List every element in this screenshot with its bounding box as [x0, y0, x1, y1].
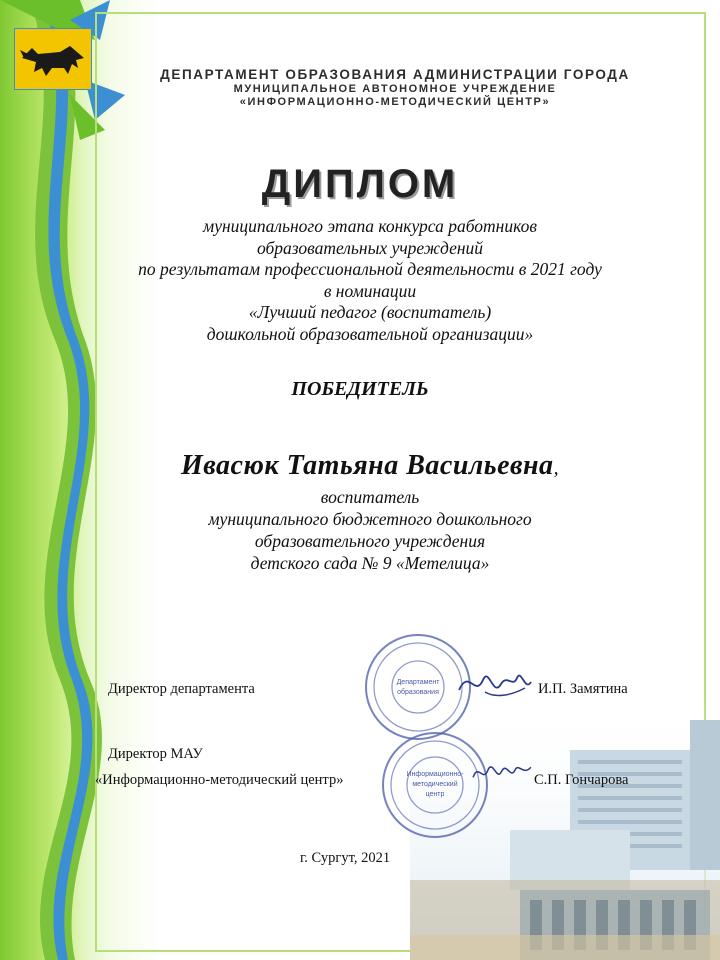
subtitle-line: «Лучший педагог (воспитатель) [248, 302, 492, 322]
subtitle-line: в номинации [323, 280, 417, 301]
signature-title-1: Директор департамента [108, 681, 255, 697]
stamp1-text-2: образования [397, 689, 439, 696]
diploma-subtitle [60, 216, 680, 345]
header-line-3: «ИНФОРМАЦИОННО-МЕТОДИЧЕСКИЙ ЦЕНТР» [239, 96, 551, 108]
signature-name-2: С.П. Гончарова [534, 772, 629, 788]
stamp2-text-1: Информационно- [406, 771, 464, 778]
place-date: г. Сургут, 2021 [300, 850, 391, 866]
position-line: муниципального бюджетного дошкольного [208, 509, 532, 529]
issuer-header [110, 66, 680, 109]
subtitle-line: образовательных учреждений [256, 237, 484, 258]
stamp2-text-2: методический [412, 781, 458, 788]
position-line: образовательного учреждения [254, 531, 486, 551]
position-line: детского сада № 9 «Метелица» [250, 553, 490, 573]
signature-title-2b: «Информационно-методический центр» [95, 772, 344, 788]
signature-icon [468, 756, 536, 792]
header-line-2: МУНИЦИПАЛЬНОЕ АВТОНОМНОЕ УЧРЕЖДЕНИЕ [233, 83, 557, 95]
recipient-name-line [60, 450, 680, 482]
emblem-fox-icon [14, 28, 92, 90]
recipient-name-comma: , [553, 457, 560, 479]
subtitle-line: дошкольной образовательной организации» [206, 323, 534, 344]
diploma-title: ДИПЛОМ [261, 162, 459, 206]
position-line: воспитатель [320, 487, 420, 507]
signature-icon [455, 658, 535, 708]
recipient-position [60, 486, 680, 574]
signature-title-2a: Директор МАУ [108, 746, 203, 762]
stamp1-text-1: Департамент [396, 679, 440, 686]
award-title: ПОБЕДИТЕЛЬ [291, 378, 429, 400]
subtitle-line: муниципального этапа конкурса работников [203, 216, 537, 236]
recipient-name: Ивасюк Татьяна Васильевна [180, 450, 554, 481]
header-line-1: ДЕПАРТАМЕНТ ОБРАЗОВАНИЯ АДМИНИСТРАЦИИ ГОРОДА [160, 67, 630, 82]
stamp2-text-3: центр [425, 791, 445, 798]
signature-name-1: И.П. Замятина [538, 681, 628, 697]
subtitle-line: по результатам профессиональной деятельности в 2021 году [138, 259, 602, 279]
